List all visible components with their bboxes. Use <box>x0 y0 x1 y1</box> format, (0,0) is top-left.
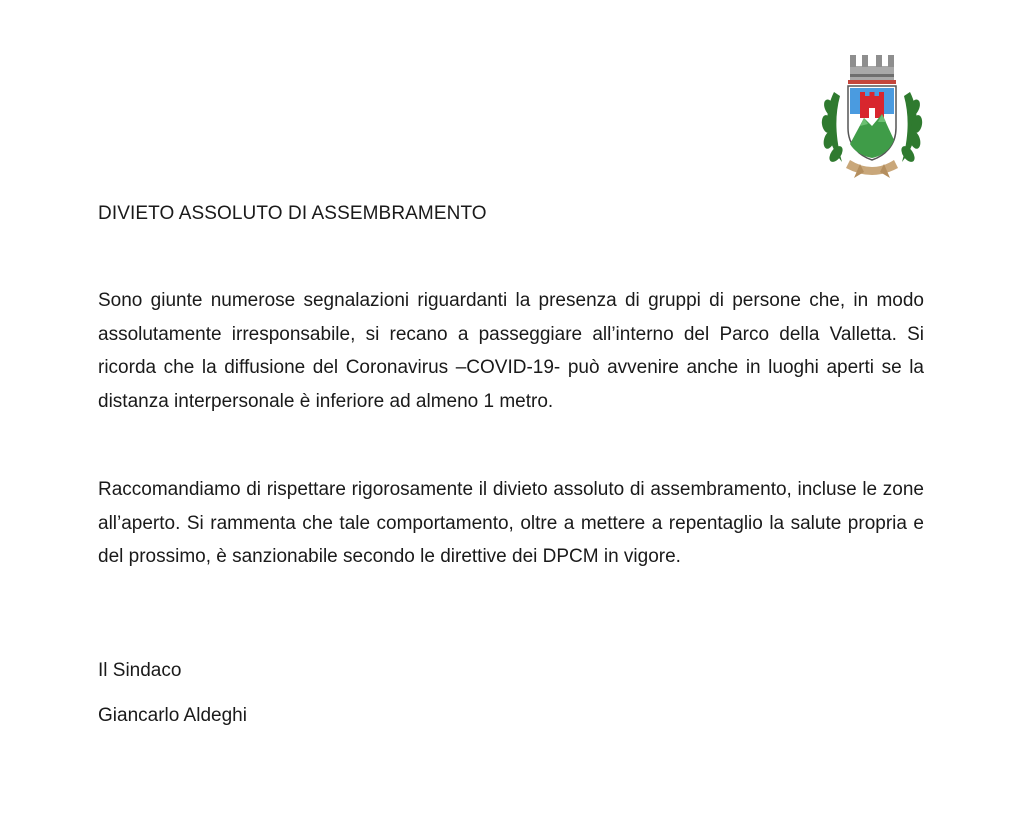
notice-title: DIVIETO ASSOLUTO DI ASSEMBRAMENTO <box>98 203 487 224</box>
signature-role: Il Sindaco <box>98 660 182 681</box>
shield-icon <box>848 86 896 160</box>
signature-name: Giancarlo Aldeghi <box>98 705 247 726</box>
notice-paragraph-2: Raccomandiamo di rispettare rigorosamente il divieto assoluto di assembramento, incluse le zone all’aperto. Si rammenta che tale comportamento, oltre a mettere a repentaglio la salute propria e del prossimo, è sanzionabile secondo le direttive dei DPCM in vigore. <box>98 479 924 567</box>
municipal-coat-of-arms-icon <box>820 52 924 180</box>
crown-icon <box>848 55 896 84</box>
ribbon-icon <box>846 160 898 178</box>
notice-paragraph-1: Sono giunte numerose segnalazioni riguardanti la presenza di gruppi di persone che, in modo assolutamente irresponsabile, si recano a passeggiare all’interno del Parco della Valletta. Si ricorda che la diffusione del Coronavirus –COVID-19- può avvenire anche in luoghi aperti se la distanza interpersonale è inferiore ad almeno 1 metro. <box>98 290 924 412</box>
